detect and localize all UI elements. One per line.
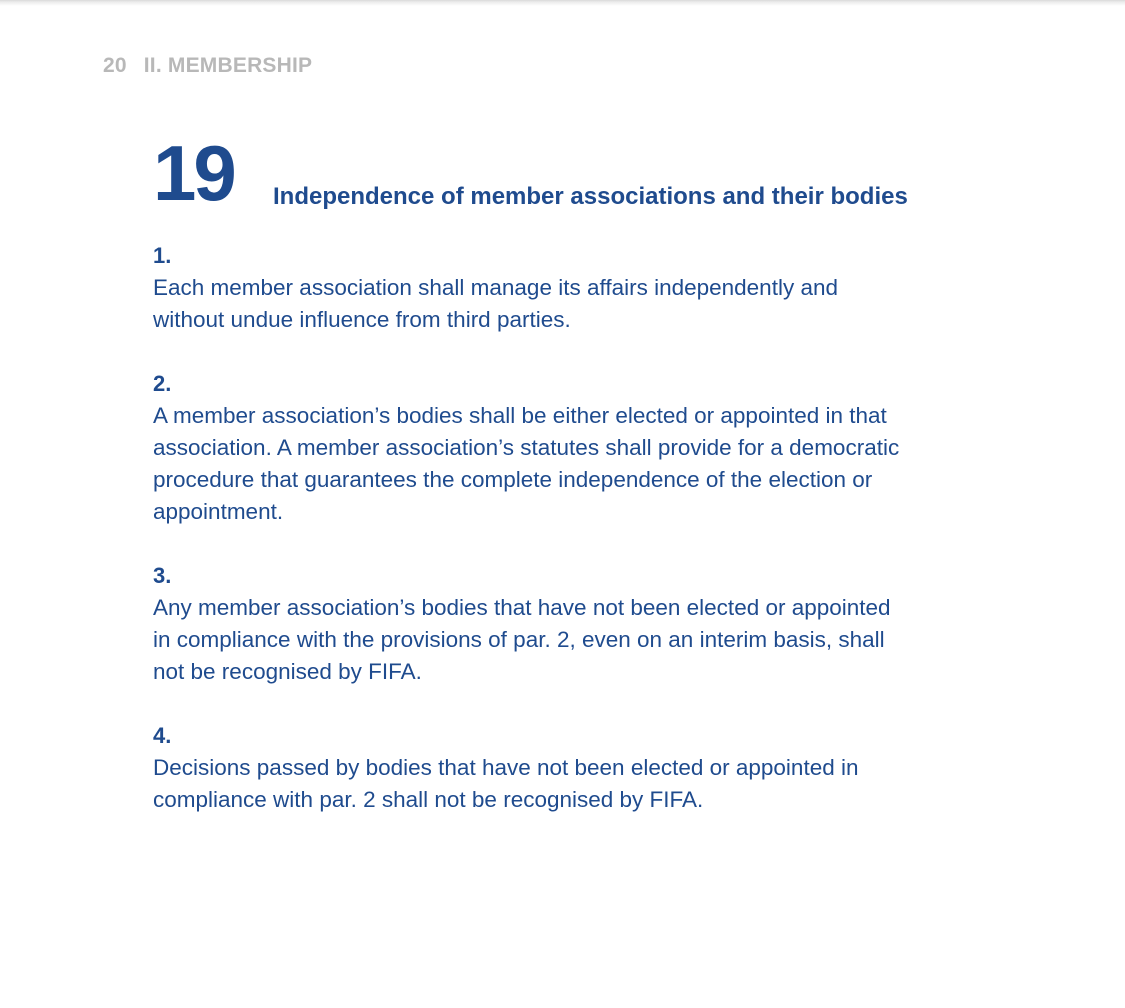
paragraph-text: Decisions passed by bodies that have not been elected or appointed in compliance with par. 2 shall not be recognised by FIFA.: [153, 754, 859, 812]
paragraph-text: A member association’s bodies shall be either elected or appointed in that association. A member association’s statutes shall provide for a democratic procedure that guarantees the complete independence of the election or appointment.: [153, 402, 900, 525]
page-number: 20: [103, 54, 127, 77]
section-title: II. MEMBERSHIP: [143, 54, 313, 77]
paragraph-text: Each member association shall manage its affairs independently and without undue influence from third parties.: [153, 275, 838, 333]
running-header: [103, 54, 312, 78]
paragraph-text: Any member association’s bodies that have not been elected or appointed in compliance with the provisions of par. 2, even on an interim basis, shall not be recognised by FIFA.: [153, 594, 891, 685]
article-number: 19: [153, 129, 234, 217]
paragraph-3: [153, 560, 1053, 689]
article-title: Independence of member associations and their bodies: [273, 183, 908, 210]
paragraph-2: [153, 368, 1053, 529]
article-body: [153, 240, 1053, 847]
paragraph-number: 4.: [153, 722, 172, 748]
paragraph-number: 3.: [153, 562, 172, 588]
paragraph-4: [153, 720, 1053, 817]
top-edge-shadow: [0, 0, 1125, 6]
paragraph-number: 2.: [153, 370, 172, 396]
paragraph-1: [153, 240, 1053, 337]
paragraph-number: 1.: [153, 243, 172, 268]
